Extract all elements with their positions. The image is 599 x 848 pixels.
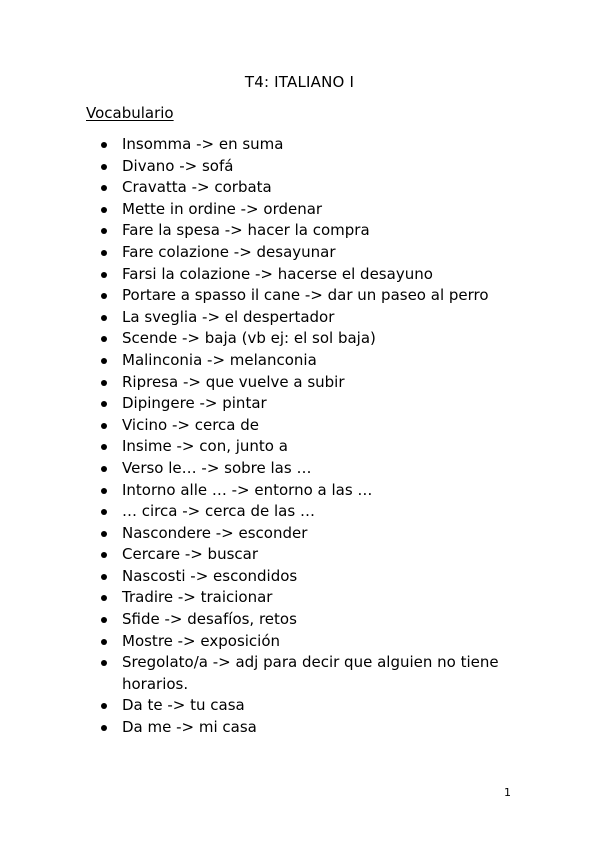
list-item-text: Tradire -> traicionar [122, 588, 273, 607]
bullet-icon [101, 250, 107, 256]
bullet-icon [101, 380, 107, 386]
list-item [0, 285, 599, 307]
document-title: T4: ITALIANO I [244, 73, 355, 91]
list-item-text: Divano -> sofá [122, 156, 234, 175]
list-item-text: Insomma -> en suma [122, 135, 284, 153]
list-item [0, 177, 599, 199]
list-item-text: Vicino -> cerca de [122, 415, 259, 434]
bullet-icon [101, 164, 107, 170]
list-item [0, 609, 599, 631]
bullet-icon [101, 617, 107, 623]
bullet-icon [101, 574, 107, 580]
bullet-icon [101, 423, 107, 429]
list-item [0, 717, 599, 739]
list-item-text: Portare a spasso il cane -> dar un paseo al perro [122, 286, 489, 305]
list-item-text: Mostre -> exposición [122, 631, 281, 650]
bullet-icon [101, 336, 107, 342]
bullet-icon [101, 207, 107, 213]
bullet-icon [101, 444, 107, 450]
list-item [0, 652, 599, 695]
list-item-text: Nascosti -> escondidos [122, 566, 298, 585]
list-item-text: Dipingere -> pintar [122, 394, 267, 413]
bullet-icon [101, 552, 107, 558]
list-item [0, 134, 599, 156]
list-item-text: Da me -> mi casa [122, 718, 257, 737]
bullet-icon [101, 185, 107, 191]
list-item [0, 436, 599, 458]
bullet-icon [101, 401, 107, 407]
bullet-icon [101, 358, 107, 364]
list-item [0, 415, 599, 437]
list-item [0, 631, 599, 653]
list-item-text: Intorno alle … -> entorno a las … [122, 480, 373, 499]
bullet-icon [101, 272, 107, 278]
bullet-icon [101, 293, 107, 299]
list-item [0, 220, 599, 242]
list-item-text: Farsi la colazione -> hacerse el desayuno [122, 264, 433, 283]
list-item [0, 523, 599, 545]
list-item-text: Insime -> con, junto a [122, 437, 288, 456]
list-item-text: Ripresa -> que vuelve a subir [122, 372, 345, 391]
list-item [0, 350, 599, 372]
bullet-icon [101, 703, 107, 709]
list-item-text: Sfide -> desafíos, retos [122, 610, 297, 629]
list-item-text: La sveglia -> el despertador [122, 307, 335, 326]
list-item [0, 501, 599, 523]
bullet-icon [101, 595, 107, 601]
bullet-icon [101, 660, 107, 666]
bullet-icon [101, 488, 107, 494]
list-item-text: Fare colazione -> desayunar [122, 242, 336, 261]
list-item [0, 307, 599, 329]
list-item-text: Da te -> tu casa [122, 696, 245, 715]
list-item [0, 458, 599, 480]
bullet-icon [101, 228, 107, 234]
bullet-icon [101, 531, 107, 537]
list-item-text: Mette in ordine -> ordenar [122, 199, 323, 218]
list-item-text: … circa -> cerca de las … [122, 502, 315, 521]
list-item [0, 156, 599, 178]
bullet-icon [101, 466, 107, 472]
bullet-icon [101, 509, 107, 515]
bullet-icon [101, 639, 107, 645]
list-item [0, 372, 599, 394]
bullet-icon [101, 725, 107, 731]
list-item-text: Sregolato/a -> adj para decir que alguien no tiene horarios. [122, 653, 499, 693]
list-item [0, 544, 599, 566]
list-item-text: Cercare -> buscar [122, 545, 259, 564]
list-item [0, 264, 599, 286]
bullet-icon [101, 315, 107, 321]
list-item-text: Fare la spesa -> hacer la compra [122, 221, 370, 240]
list-item-text: Verso le… -> sobre las … [122, 458, 312, 477]
list-item-text: Cravatta -> corbata [122, 178, 272, 197]
vocabulary-list [0, 134, 599, 739]
list-item [0, 695, 599, 717]
list-item-text: Nascondere -> esconder [122, 523, 308, 542]
list-item [0, 480, 599, 502]
list-item-text: Scende -> baja (vb ej: el sol baja) [122, 329, 376, 348]
bullet-icon [101, 142, 107, 148]
list-item [0, 587, 599, 609]
list-item [0, 393, 599, 415]
page-number: 1 [504, 786, 511, 799]
list-item [0, 566, 599, 588]
list-item [0, 199, 599, 221]
list-item [0, 328, 599, 350]
list-item-text: Malinconia -> melanconia [122, 350, 317, 369]
section-heading-vocabulario: Vocabulario [86, 104, 174, 122]
list-item [0, 242, 599, 264]
